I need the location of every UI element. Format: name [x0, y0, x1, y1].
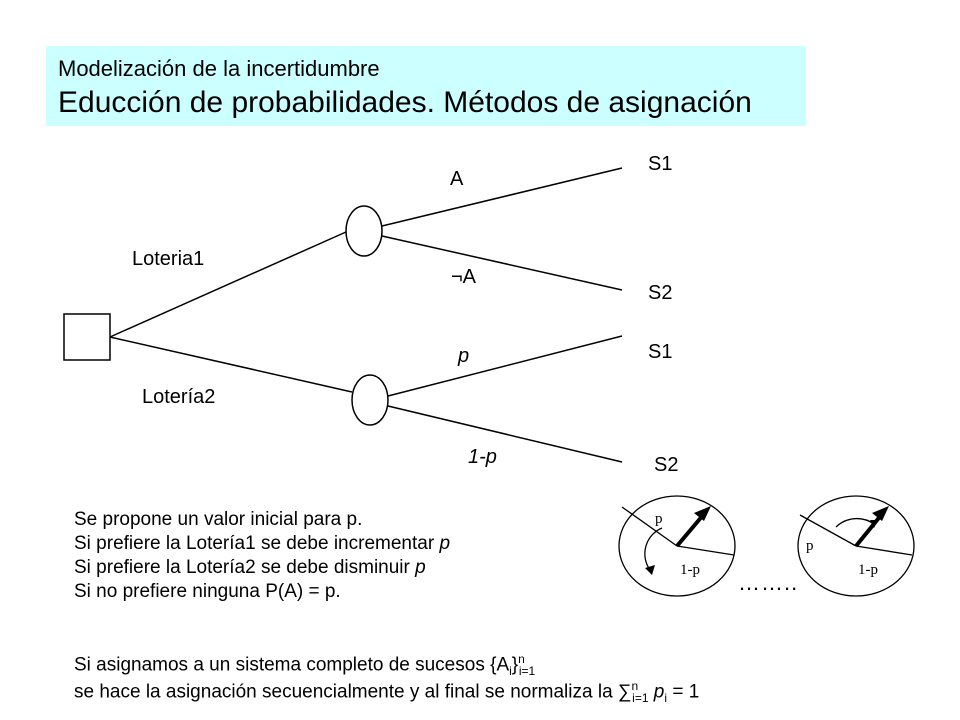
branch-1mp-label: 1-p	[468, 446, 497, 468]
outcome-s1-bottom: S1	[648, 341, 673, 363]
branch-p-label: p	[458, 345, 470, 367]
outcome-s1-top: S1	[648, 153, 673, 175]
probability-wheel-2	[798, 496, 914, 596]
wheel1-1mp-label: 1-p	[680, 562, 700, 578]
lottery1-label: Loteria1	[132, 248, 205, 270]
probability-wheel-1	[619, 496, 735, 596]
lottery2-label: Lotería2	[142, 386, 216, 408]
explanation-line4: Si no prefiere ninguna P(A) = p.	[74, 581, 341, 602]
ellipsis: ……..	[738, 570, 799, 595]
outcome-s2-bottom: S2	[654, 454, 679, 476]
wheel2-p-label: p	[806, 538, 814, 554]
header-title: Educción de probabilidades. Métodos de asignación	[58, 86, 752, 119]
branch-not-a-label: ¬A	[451, 266, 477, 288]
formula-line2: se hace la asignación secuencialmente y al final se normaliza la ∑$^n_{i=1}$ $p_i = 1$	[74, 679, 700, 706]
explanation-line1: Se propone un valor inicial para p.	[74, 509, 363, 530]
outcome-s2-top: S2	[648, 282, 673, 304]
branch-not-a	[382, 236, 622, 290]
header-subtitle: Modelización de la incertidumbre	[58, 56, 380, 81]
branch-1mp	[388, 406, 622, 462]
explanation-line2: Si prefiere la Lotería1 se debe incrementar p	[74, 533, 451, 554]
formula-line1: Si asignamos a un sistema completo de sucesos $\{A_i\}^n_{i=1}$	[74, 652, 536, 679]
branch-a-label: A	[450, 168, 464, 190]
branch-a	[382, 168, 622, 226]
chance-node-1	[346, 206, 382, 256]
chance-node-2	[352, 375, 388, 425]
explanation-text	[74, 508, 450, 604]
wheel1-p-label: p	[655, 511, 663, 527]
explanation-line3: Si prefiere la Lotería2 se debe disminuir p	[74, 557, 426, 578]
branch-lottery2	[110, 337, 352, 392]
branch-p	[388, 336, 622, 396]
decision-node	[64, 314, 110, 360]
wheel2-1mp-label: 1-p	[858, 562, 878, 578]
